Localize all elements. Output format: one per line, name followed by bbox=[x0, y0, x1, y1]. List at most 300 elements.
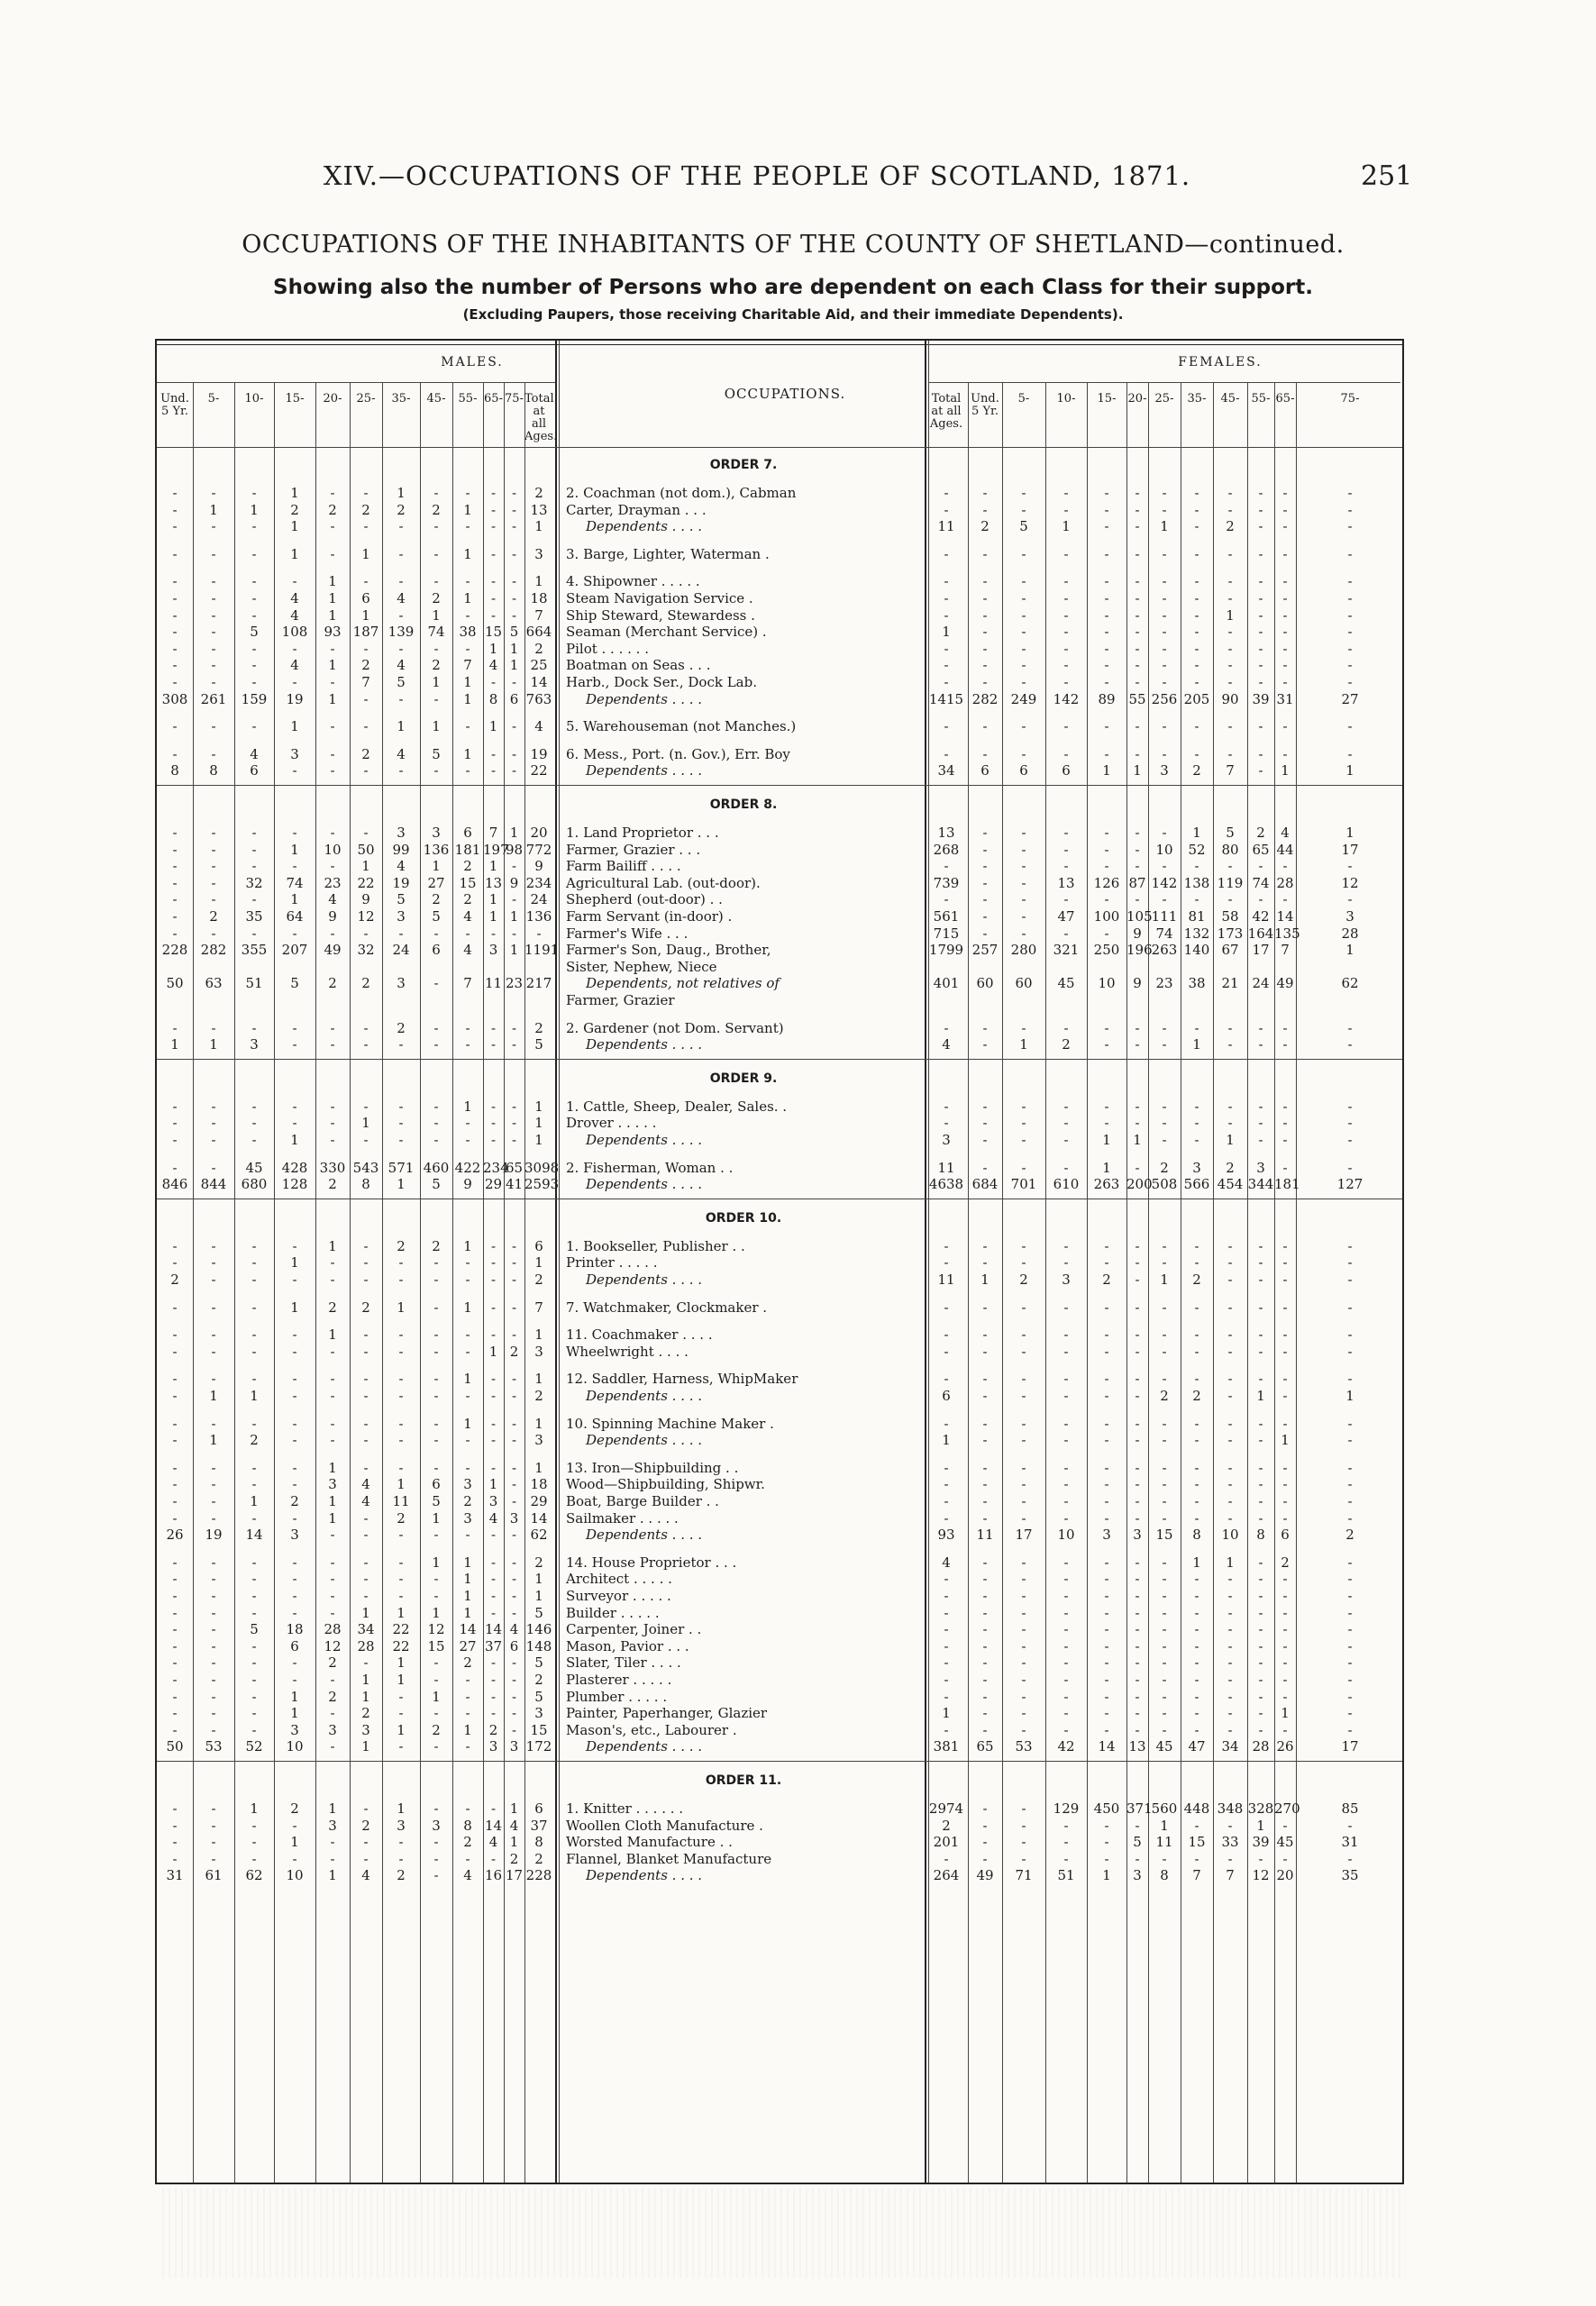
female-cell: - bbox=[1104, 624, 1109, 641]
female-cell: - bbox=[1282, 1688, 1288, 1705]
female-cell: - bbox=[1162, 657, 1167, 674]
female-cell: - bbox=[1194, 640, 1199, 657]
female-cell: - bbox=[1282, 1721, 1288, 1738]
male-cell: 1 bbox=[432, 674, 441, 690]
female-cell: 610 bbox=[1053, 1176, 1080, 1193]
male-cell: - bbox=[172, 1098, 178, 1115]
female-cell: - bbox=[1347, 1036, 1353, 1053]
female-cell: 2 bbox=[942, 1817, 951, 1834]
occupation-label: 1. Cattle, Sheep, Dealer, Sales. . bbox=[566, 1098, 788, 1115]
male-cell: 1 bbox=[463, 1604, 472, 1621]
male-cell: 7 bbox=[463, 975, 472, 992]
male-cell: - bbox=[433, 1299, 439, 1316]
female-cell: 1 bbox=[1345, 942, 1354, 959]
female-cell: - bbox=[1104, 1621, 1109, 1638]
male-cell: - bbox=[490, 1571, 497, 1588]
female-cell: - bbox=[1258, 1036, 1263, 1053]
male-cell: - bbox=[251, 1850, 257, 1867]
male-cell: - bbox=[251, 1817, 257, 1834]
male-cell: - bbox=[433, 573, 439, 590]
female-cell: - bbox=[944, 1098, 949, 1115]
male-cell: 1 bbox=[397, 1604, 406, 1621]
occupation-label: 14. House Proprietor . . . bbox=[566, 1554, 737, 1571]
female-cell: - bbox=[1194, 1850, 1199, 1867]
female-cell: - bbox=[1104, 1115, 1109, 1132]
female-cell: - bbox=[1063, 657, 1069, 674]
female-cell: 49 bbox=[976, 1867, 994, 1884]
female-cell: 181 bbox=[1274, 1176, 1300, 1193]
female-cell: - bbox=[982, 858, 988, 875]
female-cell: - bbox=[1258, 1637, 1263, 1654]
female-cell: - bbox=[1162, 1237, 1167, 1254]
male-cell: 2 bbox=[397, 1867, 406, 1884]
male-cell: 172 bbox=[525, 1738, 552, 1755]
occupation-label: Dependents . . . . bbox=[586, 1738, 703, 1755]
female-cell: - bbox=[1227, 1237, 1233, 1254]
table-row bbox=[157, 1527, 1402, 1543]
occupation-label: 12. Saddler, Harness, WhipMaker bbox=[566, 1371, 798, 1388]
female-cell: - bbox=[1021, 1509, 1026, 1527]
male-cell: 3 bbox=[463, 1476, 472, 1493]
female-cell: - bbox=[1282, 1637, 1288, 1654]
male-cell: - bbox=[490, 573, 497, 590]
male-cell: 1 bbox=[432, 1604, 441, 1621]
female-cell: - bbox=[1194, 1476, 1199, 1493]
female-cell: - bbox=[1063, 1343, 1069, 1360]
male-cell: 1 bbox=[534, 1132, 543, 1148]
occupation-label: 10. Spinning Machine Maker . bbox=[566, 1415, 774, 1432]
female-cell: - bbox=[1162, 1509, 1167, 1527]
female-cell: - bbox=[1194, 1637, 1199, 1654]
male-cell: - bbox=[211, 858, 216, 875]
male-cell: 1 bbox=[509, 908, 519, 925]
male-cell: - bbox=[292, 858, 297, 875]
female-cell: 6 bbox=[1019, 762, 1028, 779]
female-cell: - bbox=[1194, 624, 1199, 641]
male-cell: - bbox=[211, 1604, 216, 1621]
table-note: (Excluding Paupers, those receiving Charitable Aid, and their immediate Dependents). bbox=[462, 306, 1124, 323]
female-cell: - bbox=[1282, 1604, 1288, 1621]
male-cell: - bbox=[330, 674, 335, 690]
female-cell: - bbox=[1282, 1299, 1288, 1316]
female-cell: 17 bbox=[1252, 942, 1270, 959]
female-cell: - bbox=[1282, 1159, 1288, 1176]
female-cell: 1 bbox=[1192, 825, 1201, 841]
female-cell: - bbox=[1063, 841, 1069, 858]
male-cell: - bbox=[363, 1098, 369, 1115]
male-cell: 2 bbox=[463, 858, 472, 875]
male-cell: 5 bbox=[250, 624, 259, 641]
male-cell: - bbox=[251, 1705, 257, 1722]
male-cell: - bbox=[211, 1637, 216, 1654]
female-cell: - bbox=[1135, 1850, 1140, 1867]
male-cell: - bbox=[172, 874, 178, 891]
male-cell: 1 bbox=[209, 501, 218, 518]
male-cell: - bbox=[330, 825, 335, 841]
male-cell: 22 bbox=[357, 874, 375, 891]
male-cell: - bbox=[292, 640, 297, 657]
male-cell: - bbox=[398, 1115, 404, 1132]
female-cell: - bbox=[944, 1850, 949, 1867]
female-cell: - bbox=[982, 1343, 988, 1360]
female-cell: - bbox=[982, 745, 988, 762]
male-cell: - bbox=[511, 573, 517, 590]
male-cell: - bbox=[363, 1509, 369, 1527]
female-cell: - bbox=[1347, 1654, 1353, 1672]
male-cell: 1 bbox=[463, 590, 472, 606]
male-cell: - bbox=[172, 1509, 178, 1527]
male-cell: 6 bbox=[432, 942, 441, 959]
female-cell: 249 bbox=[1010, 690, 1037, 707]
male-cell: 8 bbox=[361, 1176, 370, 1193]
male-cell: - bbox=[398, 1588, 404, 1604]
female-cell: 3 bbox=[1256, 1159, 1265, 1176]
male-cell: 52 bbox=[245, 1738, 263, 1755]
male-cell: 1 bbox=[397, 1476, 406, 1493]
female-cell: - bbox=[1282, 1459, 1288, 1476]
female-cell: 2 bbox=[1226, 518, 1235, 535]
female-cell: - bbox=[1135, 1637, 1140, 1654]
table-row bbox=[157, 762, 1402, 779]
female-cell: - bbox=[944, 1415, 949, 1432]
male-cell: - bbox=[330, 1132, 335, 1148]
female-cell: - bbox=[1135, 624, 1140, 641]
occupations-title: OCCUPATIONS. bbox=[724, 386, 846, 402]
female-cell: - bbox=[1063, 1476, 1069, 1493]
female-cell: - bbox=[944, 1371, 949, 1388]
female-cell: - bbox=[1194, 1705, 1199, 1722]
female-cell: - bbox=[1104, 1415, 1109, 1432]
male-cell: - bbox=[363, 1388, 369, 1404]
female-cell: 2974 bbox=[928, 1800, 964, 1817]
female-cell: - bbox=[1135, 1036, 1140, 1053]
occupation-label: 11. Coachmaker . . . . bbox=[566, 1326, 713, 1344]
male-cell: - bbox=[292, 1237, 297, 1254]
male-cell: - bbox=[398, 1036, 404, 1053]
male-cell: - bbox=[172, 925, 178, 942]
male-cell: - bbox=[511, 1493, 517, 1509]
male-cell: - bbox=[490, 1271, 497, 1288]
male-cell: - bbox=[292, 1554, 297, 1571]
male-cell: - bbox=[172, 1621, 178, 1638]
male-cell: - bbox=[251, 657, 257, 674]
male-cell: 1 bbox=[463, 1588, 472, 1604]
male-cell: 61 bbox=[205, 1867, 223, 1884]
female-cell: - bbox=[1104, 1604, 1109, 1621]
male-cell: 63 bbox=[205, 975, 223, 992]
male-cell: - bbox=[398, 690, 404, 707]
female-cell: - bbox=[982, 640, 988, 657]
male-cell: 1 bbox=[328, 1459, 337, 1476]
male-cell: - bbox=[363, 690, 369, 707]
male-cell: 4 bbox=[397, 657, 406, 674]
female-cell: - bbox=[982, 1388, 988, 1404]
female-cell: - bbox=[1347, 1554, 1353, 1571]
female-cell: 85 bbox=[1341, 1800, 1359, 1817]
female-cell: - bbox=[1282, 657, 1288, 674]
female-cell: - bbox=[1258, 1237, 1263, 1254]
male-cell: 197 bbox=[483, 841, 509, 858]
table-row bbox=[157, 718, 1402, 734]
male-cell: - bbox=[211, 1705, 216, 1722]
female-cell: 62 bbox=[1341, 975, 1359, 992]
female-cell: - bbox=[1063, 1509, 1069, 1527]
female-cell: - bbox=[982, 1688, 988, 1705]
female-cell: - bbox=[1135, 1415, 1140, 1432]
male-cell: 1 bbox=[534, 1459, 543, 1476]
male-cell: - bbox=[363, 1132, 369, 1148]
female-cell: - bbox=[1021, 590, 1026, 606]
female-cell: - bbox=[1194, 1588, 1199, 1604]
male-cell: 1 bbox=[328, 606, 337, 624]
male-cell: 1 bbox=[463, 1721, 472, 1738]
male-cell: 19 bbox=[286, 690, 304, 707]
male-cell: - bbox=[398, 573, 404, 590]
female-cell: 13 bbox=[1057, 874, 1075, 891]
female-cell: 257 bbox=[971, 942, 999, 959]
table-subtitle: Showing also the number of Persons who are dependent on each Class for their support. bbox=[273, 276, 1313, 299]
male-cell: - bbox=[251, 1588, 257, 1604]
male-cell: - bbox=[292, 1371, 297, 1388]
table-row bbox=[157, 1416, 1402, 1432]
male-cell: 62 bbox=[530, 1527, 548, 1544]
male-cell: - bbox=[465, 1527, 470, 1544]
female-cell: - bbox=[1258, 1343, 1263, 1360]
male-cell: - bbox=[363, 640, 369, 657]
female-cell: - bbox=[1258, 1688, 1263, 1705]
male-cell: 2 bbox=[432, 657, 441, 674]
male-cell: 29 bbox=[530, 1493, 548, 1509]
female-cell: 53 bbox=[1015, 1738, 1033, 1755]
female-cell: - bbox=[982, 1654, 988, 1672]
female-cell: - bbox=[982, 545, 988, 562]
female-cell: - bbox=[982, 657, 988, 674]
female-cell: - bbox=[982, 1326, 988, 1344]
female-cell: 561 bbox=[933, 908, 960, 925]
occupation-label: 4. Shipowner . . . . . bbox=[566, 573, 700, 590]
female-cell: - bbox=[1282, 590, 1288, 606]
female-cell: - bbox=[1282, 1115, 1288, 1132]
female-cell: 6 bbox=[980, 762, 990, 779]
male-cell: - bbox=[398, 1343, 404, 1360]
male-cell: - bbox=[330, 485, 335, 501]
male-cell: 15 bbox=[530, 1721, 548, 1738]
male-cell: 6 bbox=[432, 1476, 441, 1493]
male-cell: 4 bbox=[290, 590, 299, 606]
female-cell: - bbox=[1347, 1509, 1353, 1527]
female-cell: - bbox=[1347, 1019, 1353, 1036]
female-cell: 401 bbox=[933, 975, 960, 992]
table-row bbox=[157, 1115, 1402, 1131]
male-cell: 1 bbox=[463, 545, 472, 562]
male-cell: - bbox=[363, 485, 369, 501]
female-cell: 6 bbox=[1281, 1527, 1290, 1544]
female-cell: 1 bbox=[1192, 1554, 1201, 1571]
male-cell: 571 bbox=[388, 1159, 415, 1176]
female-cell: - bbox=[1135, 657, 1140, 674]
male-cell: - bbox=[172, 606, 178, 624]
male-cell: 3 bbox=[397, 825, 406, 841]
female-cell: - bbox=[1063, 1432, 1069, 1449]
female-cell: 1 bbox=[1160, 518, 1169, 535]
female-cell: - bbox=[982, 1459, 988, 1476]
table-row bbox=[157, 1160, 1402, 1176]
male-cell: - bbox=[398, 1415, 404, 1432]
male-cell: - bbox=[251, 518, 257, 535]
male-cell: 5 bbox=[397, 891, 406, 908]
male-cell: - bbox=[433, 1432, 439, 1449]
female-cell: - bbox=[944, 1721, 949, 1738]
male-cell: - bbox=[251, 1654, 257, 1672]
female-cell: - bbox=[1282, 501, 1288, 518]
table-row bbox=[157, 908, 1402, 925]
male-cell: 2 bbox=[209, 908, 218, 925]
female-cell: - bbox=[1282, 606, 1288, 624]
male-cell: 34 bbox=[357, 1621, 375, 1638]
male-cell: 1 bbox=[361, 858, 370, 875]
male-cell: 41 bbox=[505, 1176, 524, 1193]
male-cell: 9 bbox=[509, 874, 519, 891]
male-cell: 1 bbox=[250, 1493, 259, 1509]
female-cell: - bbox=[1104, 545, 1109, 562]
female-cell: - bbox=[1347, 858, 1353, 875]
male-cell: - bbox=[465, 1271, 470, 1288]
male-cell: - bbox=[172, 1493, 178, 1509]
female-cell: - bbox=[1021, 825, 1026, 841]
male-cell: 51 bbox=[245, 975, 263, 992]
male-cell: - bbox=[251, 1115, 257, 1132]
male-cell: - bbox=[172, 1637, 178, 1654]
male-cell: 1 bbox=[290, 718, 299, 735]
male-cell: 49 bbox=[324, 942, 342, 959]
female-cell: - bbox=[1135, 1688, 1140, 1705]
female-cell: - bbox=[1135, 485, 1140, 501]
female-cell: 1 bbox=[942, 1705, 951, 1722]
male-cell: - bbox=[172, 518, 178, 535]
female-cell: - bbox=[1162, 1571, 1167, 1588]
female-cell: - bbox=[1258, 624, 1263, 641]
male-cell: - bbox=[172, 1688, 178, 1705]
order-heading: ORDER 9. bbox=[709, 1071, 778, 1086]
male-cell: 3 bbox=[328, 1476, 337, 1493]
female-cell: 39 bbox=[1252, 690, 1270, 707]
male-cell: - bbox=[172, 1019, 178, 1036]
female-cell: - bbox=[1135, 1159, 1140, 1176]
male-cell: - bbox=[211, 1509, 216, 1527]
female-cell: - bbox=[1063, 1672, 1069, 1688]
female-cell: - bbox=[1063, 1098, 1069, 1115]
female-cell: - bbox=[1162, 1688, 1167, 1705]
occupation-label: Pilot . . . . . . bbox=[566, 640, 649, 657]
female-cell: 4 bbox=[1281, 825, 1290, 841]
male-cell: - bbox=[398, 1271, 404, 1288]
female-cell: - bbox=[1258, 590, 1263, 606]
male-cell: 6 bbox=[463, 825, 472, 841]
male-cell: - bbox=[172, 1554, 178, 1571]
female-cell: - bbox=[1282, 1672, 1288, 1688]
male-cell: - bbox=[465, 1432, 470, 1449]
female-cell: - bbox=[1021, 545, 1026, 562]
male-cell: 6 bbox=[534, 1800, 543, 1817]
female-cell: - bbox=[1282, 1237, 1288, 1254]
female-cell: 58 bbox=[1221, 908, 1239, 925]
female-cell: - bbox=[1258, 485, 1263, 501]
occupation-label: Harb., Dock Ser., Dock Lab. bbox=[566, 674, 757, 690]
female-cell: - bbox=[1021, 1132, 1026, 1148]
female-cell: 2 bbox=[1019, 1271, 1028, 1288]
male-cell: - bbox=[511, 1554, 517, 1571]
male-cell: - bbox=[172, 1432, 178, 1449]
female-cell: - bbox=[1347, 1621, 1353, 1638]
female-cell: - bbox=[1282, 1817, 1288, 1834]
female-cell: - bbox=[1135, 1019, 1140, 1036]
male-cell: 2 bbox=[534, 1019, 543, 1036]
male-cell: 3 bbox=[290, 745, 299, 762]
female-cell: - bbox=[1282, 1654, 1288, 1672]
male-cell: 5 bbox=[534, 1036, 543, 1053]
female-cell: - bbox=[1021, 1159, 1026, 1176]
male-cell: 2 bbox=[463, 1834, 472, 1851]
male-cell: 1 bbox=[328, 1493, 337, 1509]
male-cell: 1 bbox=[534, 573, 543, 590]
female-cell: 2 bbox=[1192, 1271, 1201, 1288]
occupation-label: Steam Navigation Service . bbox=[566, 590, 753, 606]
female-cell: - bbox=[944, 485, 949, 501]
male-cell: 2 bbox=[361, 1817, 370, 1834]
female-cell: - bbox=[1021, 1571, 1026, 1588]
male-cell: 10 bbox=[324, 841, 342, 858]
male-cell: 5 bbox=[509, 624, 519, 641]
female-cell: - bbox=[1135, 1326, 1140, 1344]
male-cell: - bbox=[490, 745, 497, 762]
female-cell: - bbox=[1063, 745, 1069, 762]
male-cell: 763 bbox=[525, 690, 552, 707]
occupation-label: Mason's, etc., Labourer . bbox=[566, 1721, 737, 1738]
male-cell: 1 bbox=[361, 606, 370, 624]
male-cell: 1 bbox=[209, 1388, 218, 1404]
male-cell: 8 bbox=[209, 762, 218, 779]
male-cell: - bbox=[292, 1459, 297, 1476]
female-cell: - bbox=[1104, 1343, 1109, 1360]
female-cell: - bbox=[1347, 1459, 1353, 1476]
male-cell: 7 bbox=[534, 606, 543, 624]
male-cell: - bbox=[330, 858, 335, 875]
male-cell: - bbox=[292, 1415, 297, 1432]
table-row bbox=[157, 1493, 1402, 1509]
male-cell: 3 bbox=[534, 1432, 543, 1449]
male-col-header: 20- bbox=[323, 392, 342, 406]
table-row bbox=[157, 891, 1402, 907]
female-cell: 127 bbox=[1336, 1176, 1363, 1193]
female-cell: - bbox=[1227, 745, 1233, 762]
female-cell: - bbox=[944, 1493, 949, 1509]
female-cell: 129 bbox=[1053, 1800, 1080, 1817]
female-cell: 560 bbox=[1151, 1800, 1178, 1817]
female-cell: - bbox=[1258, 1299, 1263, 1316]
female-cell: - bbox=[1104, 1254, 1109, 1271]
male-cell: - bbox=[211, 1554, 216, 1571]
occupation-label: Dependents . . . . bbox=[586, 762, 703, 779]
male-cell: - bbox=[490, 1604, 497, 1621]
male-cell: 37 bbox=[484, 1637, 503, 1654]
male-cell: - bbox=[172, 657, 178, 674]
male-cell: - bbox=[433, 1834, 439, 1851]
male-cell: - bbox=[511, 1459, 517, 1476]
female-cell: - bbox=[1194, 1672, 1199, 1688]
male-cell: - bbox=[433, 518, 439, 535]
male-cell: 330 bbox=[319, 1159, 346, 1176]
male-cell: 1 bbox=[509, 1800, 519, 1817]
